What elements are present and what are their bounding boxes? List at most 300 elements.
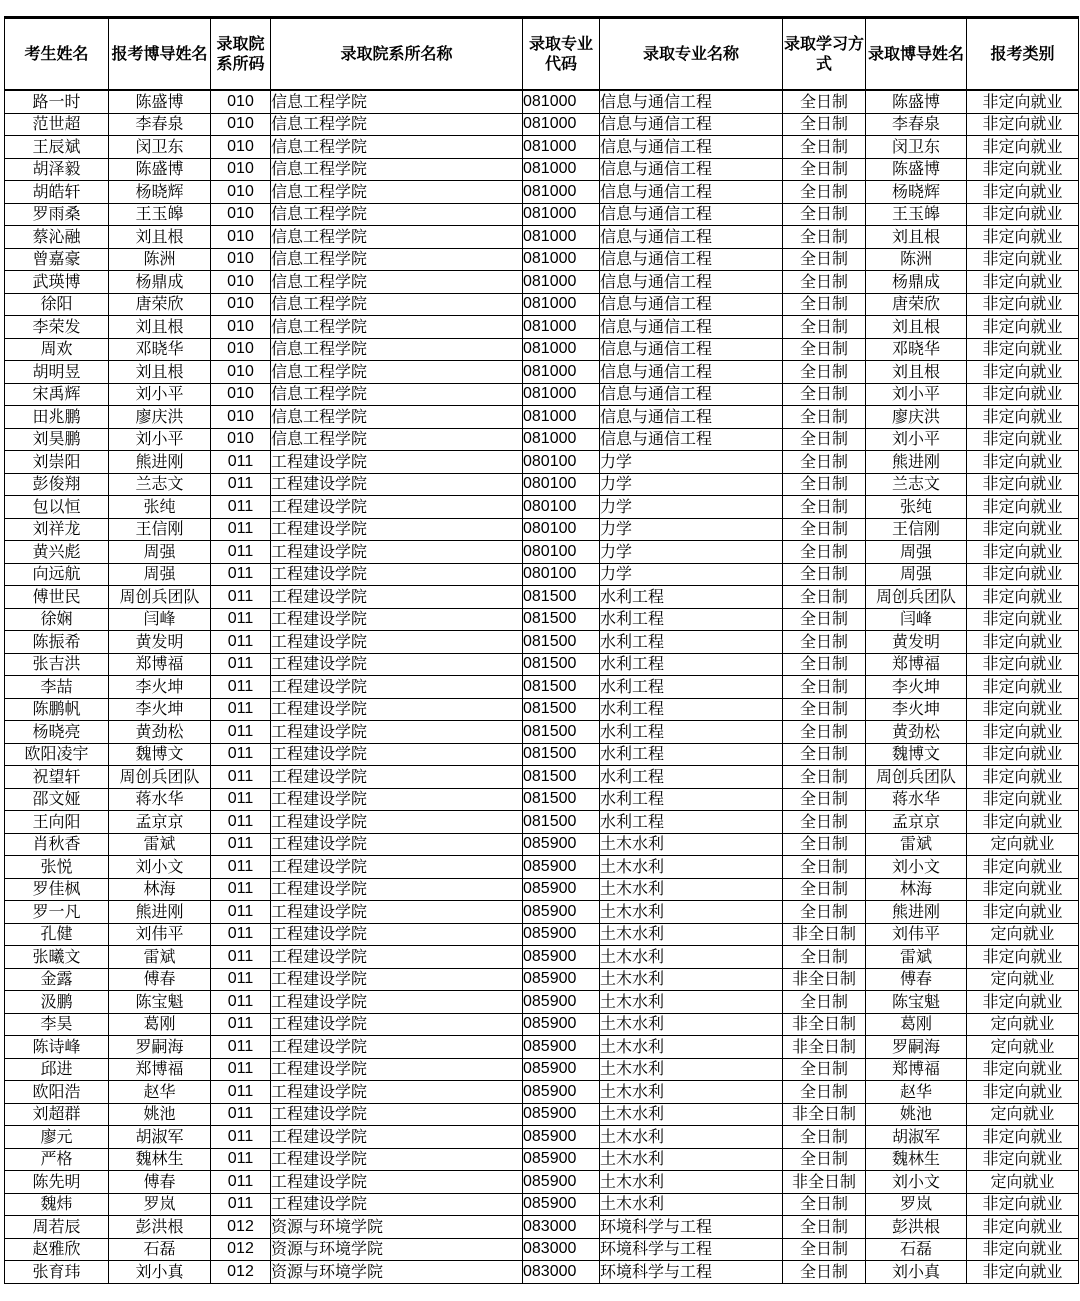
admitted-supervisor-cell: 刘且根 bbox=[866, 316, 967, 339]
table-row bbox=[5, 721, 1079, 744]
major-name-cell: 土木水利 bbox=[600, 923, 783, 946]
category-cell: 非定向就业 bbox=[967, 451, 1079, 474]
study-mode-cell: 全日制 bbox=[783, 473, 866, 496]
major-name-cell: 水利工程 bbox=[600, 743, 783, 766]
dept-name-cell: 工程建设学院 bbox=[271, 991, 523, 1014]
header-cell: 录取院系所码 bbox=[211, 18, 271, 91]
student-name-cell: 廖元 bbox=[5, 1126, 109, 1149]
dept-code-cell: 011 bbox=[211, 473, 271, 496]
applied-supervisor-cell: 刘小文 bbox=[109, 856, 211, 879]
category-cell: 非定向就业 bbox=[967, 698, 1079, 721]
major-name-cell: 水利工程 bbox=[600, 653, 783, 676]
major-code-cell: 080100 bbox=[523, 563, 600, 586]
dept-code-cell: 011 bbox=[211, 811, 271, 834]
table-row bbox=[5, 293, 1079, 316]
category-cell: 非定向就业 bbox=[967, 1081, 1079, 1104]
admitted-supervisor-cell: 闵卫东 bbox=[866, 136, 967, 159]
applied-supervisor-cell: 刘伟平 bbox=[109, 923, 211, 946]
category-cell: 非定向就业 bbox=[967, 586, 1079, 609]
dept-code-cell: 010 bbox=[211, 113, 271, 136]
dept-name-cell: 信息工程学院 bbox=[271, 316, 523, 339]
dept-code-cell: 011 bbox=[211, 451, 271, 474]
study-mode-cell: 全日制 bbox=[783, 383, 866, 406]
table-row bbox=[5, 676, 1079, 699]
study-mode-cell: 非全日制 bbox=[783, 1036, 866, 1059]
applied-supervisor-cell: 赵华 bbox=[109, 1081, 211, 1104]
category-cell: 非定向就业 bbox=[967, 226, 1079, 249]
table-row bbox=[5, 788, 1079, 811]
major-name-cell: 水利工程 bbox=[600, 766, 783, 789]
major-code-cell: 080100 bbox=[523, 541, 600, 564]
major-code-cell: 081000 bbox=[523, 428, 600, 451]
student-name-cell: 张育玮 bbox=[5, 1261, 109, 1284]
major-name-cell: 信息与通信工程 bbox=[600, 136, 783, 159]
dept-code-cell: 011 bbox=[211, 1081, 271, 1104]
applied-supervisor-cell: 葛刚 bbox=[109, 1013, 211, 1036]
table-row bbox=[5, 113, 1079, 136]
applied-supervisor-cell: 彭洪根 bbox=[109, 1216, 211, 1239]
dept-code-cell: 011 bbox=[211, 676, 271, 699]
major-code-cell: 081000 bbox=[523, 361, 600, 384]
applied-supervisor-cell: 刘小真 bbox=[109, 1261, 211, 1284]
dept-code-cell: 011 bbox=[211, 991, 271, 1014]
dept-name-cell: 工程建设学院 bbox=[271, 473, 523, 496]
admitted-supervisor-cell: 刘小真 bbox=[866, 1261, 967, 1284]
table-row bbox=[5, 451, 1079, 474]
admitted-supervisor-cell: 王玉皞 bbox=[866, 203, 967, 226]
major-name-cell: 力学 bbox=[600, 541, 783, 564]
dept-code-cell: 011 bbox=[211, 743, 271, 766]
category-cell: 定向就业 bbox=[967, 833, 1079, 856]
major-name-cell: 信息与通信工程 bbox=[600, 428, 783, 451]
category-cell: 非定向就业 bbox=[967, 743, 1079, 766]
table-row bbox=[5, 1036, 1079, 1059]
table-row bbox=[5, 271, 1079, 294]
category-cell: 定向就业 bbox=[967, 1036, 1079, 1059]
major-code-cell: 085900 bbox=[523, 1103, 600, 1126]
dept-code-cell: 011 bbox=[211, 878, 271, 901]
major-code-cell: 081000 bbox=[523, 90, 600, 113]
student-name-cell: 蔡沁融 bbox=[5, 226, 109, 249]
applied-supervisor-cell: 刘且根 bbox=[109, 361, 211, 384]
study-mode-cell: 全日制 bbox=[783, 833, 866, 856]
dept-name-cell: 工程建设学院 bbox=[271, 541, 523, 564]
dept-code-cell: 010 bbox=[211, 338, 271, 361]
student-name-cell: 黄兴彪 bbox=[5, 541, 109, 564]
major-name-cell: 信息与通信工程 bbox=[600, 226, 783, 249]
applied-supervisor-cell: 罗嗣海 bbox=[109, 1036, 211, 1059]
applied-supervisor-cell: 郑博福 bbox=[109, 1058, 211, 1081]
dept-code-cell: 010 bbox=[211, 136, 271, 159]
major-code-cell: 081000 bbox=[523, 406, 600, 429]
admitted-supervisor-cell: 陈盛博 bbox=[866, 158, 967, 181]
student-name-cell: 李喆 bbox=[5, 676, 109, 699]
major-name-cell: 信息与通信工程 bbox=[600, 361, 783, 384]
dept-name-cell: 工程建设学院 bbox=[271, 743, 523, 766]
study-mode-cell: 全日制 bbox=[783, 541, 866, 564]
category-cell: 非定向就业 bbox=[967, 1126, 1079, 1149]
admitted-supervisor-cell: 邓晓华 bbox=[866, 338, 967, 361]
table-row bbox=[5, 248, 1079, 271]
category-cell: 非定向就业 bbox=[967, 766, 1079, 789]
study-mode-cell: 非全日制 bbox=[783, 1171, 866, 1194]
study-mode-cell: 全日制 bbox=[783, 608, 866, 631]
major-name-cell: 土木水利 bbox=[600, 1081, 783, 1104]
major-code-cell: 081500 bbox=[523, 676, 600, 699]
major-name-cell: 信息与通信工程 bbox=[600, 406, 783, 429]
major-name-cell: 水利工程 bbox=[600, 608, 783, 631]
student-name-cell: 陈鹏帆 bbox=[5, 698, 109, 721]
student-name-cell: 张悦 bbox=[5, 856, 109, 879]
admitted-supervisor-cell: 熊进刚 bbox=[866, 451, 967, 474]
student-name-cell: 刘昊鹏 bbox=[5, 428, 109, 451]
major-code-cell: 081000 bbox=[523, 248, 600, 271]
major-code-cell: 081500 bbox=[523, 653, 600, 676]
student-name-cell: 李荣发 bbox=[5, 316, 109, 339]
study-mode-cell: 全日制 bbox=[783, 698, 866, 721]
table-row bbox=[5, 631, 1079, 654]
study-mode-cell: 全日制 bbox=[783, 676, 866, 699]
admitted-supervisor-cell: 刘伟平 bbox=[866, 923, 967, 946]
major-code-cell: 085900 bbox=[523, 1171, 600, 1194]
major-code-cell: 081000 bbox=[523, 383, 600, 406]
header-cell: 录取学习方式 bbox=[783, 18, 866, 91]
major-code-cell: 081500 bbox=[523, 631, 600, 654]
category-cell: 非定向就业 bbox=[967, 608, 1079, 631]
dept-name-cell: 信息工程学院 bbox=[271, 338, 523, 361]
major-code-cell: 080100 bbox=[523, 496, 600, 519]
category-cell: 非定向就业 bbox=[967, 90, 1079, 113]
dept-name-cell: 信息工程学院 bbox=[271, 181, 523, 204]
major-name-cell: 土木水利 bbox=[600, 1058, 783, 1081]
student-name-cell: 罗佳枫 bbox=[5, 878, 109, 901]
table-row bbox=[5, 878, 1079, 901]
dept-code-cell: 010 bbox=[211, 361, 271, 384]
admitted-supervisor-cell: 王信刚 bbox=[866, 518, 967, 541]
major-code-cell: 085900 bbox=[523, 1126, 600, 1149]
dept-code-cell: 010 bbox=[211, 158, 271, 181]
admitted-supervisor-cell: 周创兵团队 bbox=[866, 766, 967, 789]
study-mode-cell: 全日制 bbox=[783, 293, 866, 316]
study-mode-cell: 全日制 bbox=[783, 811, 866, 834]
study-mode-cell: 全日制 bbox=[783, 1238, 866, 1261]
applied-supervisor-cell: 唐荣欣 bbox=[109, 293, 211, 316]
admitted-supervisor-cell: 葛刚 bbox=[866, 1013, 967, 1036]
major-name-cell: 土木水利 bbox=[600, 968, 783, 991]
applied-supervisor-cell: 傅春 bbox=[109, 1171, 211, 1194]
category-cell: 非定向就业 bbox=[967, 788, 1079, 811]
study-mode-cell: 全日制 bbox=[783, 856, 866, 879]
dept-code-cell: 010 bbox=[211, 428, 271, 451]
student-name-cell: 曾嘉豪 bbox=[5, 248, 109, 271]
major-name-cell: 信息与通信工程 bbox=[600, 338, 783, 361]
category-cell: 非定向就业 bbox=[967, 901, 1079, 924]
table-row bbox=[5, 1058, 1079, 1081]
major-code-cell: 085900 bbox=[523, 1081, 600, 1104]
major-code-cell: 085900 bbox=[523, 1013, 600, 1036]
applied-supervisor-cell: 姚池 bbox=[109, 1103, 211, 1126]
student-name-cell: 张吉洪 bbox=[5, 653, 109, 676]
dept-name-cell: 信息工程学院 bbox=[271, 158, 523, 181]
dept-name-cell: 信息工程学院 bbox=[271, 406, 523, 429]
table-row bbox=[5, 946, 1079, 969]
category-cell: 非定向就业 bbox=[967, 541, 1079, 564]
dept-code-cell: 011 bbox=[211, 901, 271, 924]
dept-code-cell: 011 bbox=[211, 1058, 271, 1081]
dept-code-cell: 010 bbox=[211, 271, 271, 294]
admitted-supervisor-cell: 黄发明 bbox=[866, 631, 967, 654]
student-name-cell: 周欢 bbox=[5, 338, 109, 361]
admitted-supervisor-cell: 李春泉 bbox=[866, 113, 967, 136]
dept-code-cell: 010 bbox=[211, 226, 271, 249]
dept-name-cell: 工程建设学院 bbox=[271, 1171, 523, 1194]
dept-name-cell: 工程建设学院 bbox=[271, 676, 523, 699]
admitted-supervisor-cell: 孟京京 bbox=[866, 811, 967, 834]
admitted-supervisor-cell: 杨晓辉 bbox=[866, 181, 967, 204]
student-name-cell: 罗雨桑 bbox=[5, 203, 109, 226]
dept-name-cell: 信息工程学院 bbox=[271, 248, 523, 271]
dept-code-cell: 011 bbox=[211, 968, 271, 991]
major-name-cell: 信息与通信工程 bbox=[600, 316, 783, 339]
table-row bbox=[5, 383, 1079, 406]
dept-name-cell: 信息工程学院 bbox=[271, 361, 523, 384]
applied-supervisor-cell: 傅春 bbox=[109, 968, 211, 991]
study-mode-cell: 全日制 bbox=[783, 226, 866, 249]
dept-code-cell: 010 bbox=[211, 181, 271, 204]
student-name-cell: 邵文娅 bbox=[5, 788, 109, 811]
table-row bbox=[5, 1013, 1079, 1036]
study-mode-cell: 全日制 bbox=[783, 1126, 866, 1149]
student-name-cell: 严格 bbox=[5, 1148, 109, 1171]
study-mode-cell: 全日制 bbox=[783, 248, 866, 271]
table-row bbox=[5, 766, 1079, 789]
admitted-supervisor-cell: 胡淑军 bbox=[866, 1126, 967, 1149]
student-name-cell: 刘祥龙 bbox=[5, 518, 109, 541]
applied-supervisor-cell: 黄劲松 bbox=[109, 721, 211, 744]
admissions-table bbox=[4, 16, 1079, 1284]
study-mode-cell: 全日制 bbox=[783, 901, 866, 924]
major-name-cell: 土木水利 bbox=[600, 901, 783, 924]
dept-code-cell: 012 bbox=[211, 1238, 271, 1261]
applied-supervisor-cell: 熊进刚 bbox=[109, 901, 211, 924]
dept-name-cell: 信息工程学院 bbox=[271, 113, 523, 136]
applied-supervisor-cell: 孟京京 bbox=[109, 811, 211, 834]
study-mode-cell: 全日制 bbox=[783, 496, 866, 519]
table-row bbox=[5, 158, 1079, 181]
major-name-cell: 水利工程 bbox=[600, 811, 783, 834]
applied-supervisor-cell: 魏博文 bbox=[109, 743, 211, 766]
major-name-cell: 信息与通信工程 bbox=[600, 113, 783, 136]
study-mode-cell: 全日制 bbox=[783, 878, 866, 901]
dept-name-cell: 工程建设学院 bbox=[271, 878, 523, 901]
major-code-cell: 085900 bbox=[523, 1058, 600, 1081]
major-code-cell: 085900 bbox=[523, 901, 600, 924]
dept-code-cell: 011 bbox=[211, 1103, 271, 1126]
table-row bbox=[5, 1103, 1079, 1126]
major-name-cell: 力学 bbox=[600, 451, 783, 474]
admitted-supervisor-cell: 彭洪根 bbox=[866, 1216, 967, 1239]
student-name-cell: 邱进 bbox=[5, 1058, 109, 1081]
major-name-cell: 土木水利 bbox=[600, 1171, 783, 1194]
applied-supervisor-cell: 陈盛博 bbox=[109, 158, 211, 181]
applied-supervisor-cell: 兰志文 bbox=[109, 473, 211, 496]
major-name-cell: 水利工程 bbox=[600, 631, 783, 654]
table-row bbox=[5, 518, 1079, 541]
student-name-cell: 向远航 bbox=[5, 563, 109, 586]
major-name-cell: 信息与通信工程 bbox=[600, 271, 783, 294]
study-mode-cell: 全日制 bbox=[783, 946, 866, 969]
dept-code-cell: 011 bbox=[211, 1171, 271, 1194]
dept-code-cell: 011 bbox=[211, 496, 271, 519]
major-code-cell: 085900 bbox=[523, 946, 600, 969]
major-name-cell: 水利工程 bbox=[600, 586, 783, 609]
dept-code-cell: 011 bbox=[211, 833, 271, 856]
major-code-cell: 085900 bbox=[523, 1036, 600, 1059]
applied-supervisor-cell: 蒋水华 bbox=[109, 788, 211, 811]
dept-code-cell: 011 bbox=[211, 856, 271, 879]
dept-name-cell: 工程建设学院 bbox=[271, 766, 523, 789]
category-cell: 非定向就业 bbox=[967, 338, 1079, 361]
applied-supervisor-cell: 李春泉 bbox=[109, 113, 211, 136]
major-name-cell: 土木水利 bbox=[600, 856, 783, 879]
student-name-cell: 祝望轩 bbox=[5, 766, 109, 789]
table-row bbox=[5, 90, 1079, 113]
study-mode-cell: 全日制 bbox=[783, 158, 866, 181]
dept-code-cell: 011 bbox=[211, 518, 271, 541]
table-row bbox=[5, 563, 1079, 586]
header-row bbox=[5, 18, 1079, 91]
table-row bbox=[5, 338, 1079, 361]
dept-name-cell: 工程建设学院 bbox=[271, 1013, 523, 1036]
major-code-cell: 085900 bbox=[523, 856, 600, 879]
applied-supervisor-cell: 闫峰 bbox=[109, 608, 211, 631]
dept-name-cell: 资源与环境学院 bbox=[271, 1216, 523, 1239]
study-mode-cell: 全日制 bbox=[783, 203, 866, 226]
admitted-supervisor-cell: 周强 bbox=[866, 563, 967, 586]
dept-name-cell: 工程建设学院 bbox=[271, 923, 523, 946]
category-cell: 非定向就业 bbox=[967, 113, 1079, 136]
admitted-supervisor-cell: 刘小平 bbox=[866, 428, 967, 451]
table-row bbox=[5, 901, 1079, 924]
dept-name-cell: 工程建设学院 bbox=[271, 788, 523, 811]
applied-supervisor-cell: 周强 bbox=[109, 563, 211, 586]
student-name-cell: 张曦文 bbox=[5, 946, 109, 969]
student-name-cell: 傅世民 bbox=[5, 586, 109, 609]
major-name-cell: 水利工程 bbox=[600, 788, 783, 811]
category-cell: 非定向就业 bbox=[967, 1148, 1079, 1171]
major-name-cell: 信息与通信工程 bbox=[600, 293, 783, 316]
dept-code-cell: 010 bbox=[211, 316, 271, 339]
category-cell: 非定向就业 bbox=[967, 518, 1079, 541]
dept-name-cell: 信息工程学院 bbox=[271, 203, 523, 226]
dept-name-cell: 资源与环境学院 bbox=[271, 1261, 523, 1284]
study-mode-cell: 全日制 bbox=[783, 406, 866, 429]
category-cell: 非定向就业 bbox=[967, 181, 1079, 204]
dept-code-cell: 011 bbox=[211, 946, 271, 969]
dept-name-cell: 工程建设学院 bbox=[271, 451, 523, 474]
dept-name-cell: 工程建设学院 bbox=[271, 631, 523, 654]
study-mode-cell: 全日制 bbox=[783, 563, 866, 586]
dept-name-cell: 工程建设学院 bbox=[271, 1081, 523, 1104]
study-mode-cell: 非全日制 bbox=[783, 968, 866, 991]
admitted-supervisor-cell: 杨鼎成 bbox=[866, 271, 967, 294]
study-mode-cell: 全日制 bbox=[783, 1058, 866, 1081]
category-cell: 非定向就业 bbox=[967, 856, 1079, 879]
applied-supervisor-cell: 黄发明 bbox=[109, 631, 211, 654]
student-name-cell: 欧阳凌宇 bbox=[5, 743, 109, 766]
major-name-cell: 信息与通信工程 bbox=[600, 90, 783, 113]
dept-name-cell: 工程建设学院 bbox=[271, 1103, 523, 1126]
dept-name-cell: 工程建设学院 bbox=[271, 721, 523, 744]
category-cell: 非定向就业 bbox=[967, 653, 1079, 676]
major-name-cell: 信息与通信工程 bbox=[600, 181, 783, 204]
major-code-cell: 081500 bbox=[523, 608, 600, 631]
major-name-cell: 环境科学与工程 bbox=[600, 1216, 783, 1239]
category-cell: 非定向就业 bbox=[967, 473, 1079, 496]
dept-name-cell: 工程建设学院 bbox=[271, 1036, 523, 1059]
admitted-supervisor-cell: 林海 bbox=[866, 878, 967, 901]
category-cell: 非定向就业 bbox=[967, 293, 1079, 316]
admitted-supervisor-cell: 赵华 bbox=[866, 1081, 967, 1104]
dept-name-cell: 工程建设学院 bbox=[271, 833, 523, 856]
applied-supervisor-cell: 王玉皞 bbox=[109, 203, 211, 226]
applied-supervisor-cell: 魏林生 bbox=[109, 1148, 211, 1171]
major-name-cell: 信息与通信工程 bbox=[600, 158, 783, 181]
applied-supervisor-cell: 林海 bbox=[109, 878, 211, 901]
student-name-cell: 杨晓亮 bbox=[5, 721, 109, 744]
table-row bbox=[5, 136, 1079, 159]
student-name-cell: 徐娴 bbox=[5, 608, 109, 631]
table-row bbox=[5, 316, 1079, 339]
admitted-supervisor-cell: 罗嗣海 bbox=[866, 1036, 967, 1059]
category-cell: 非定向就业 bbox=[967, 248, 1079, 271]
study-mode-cell: 全日制 bbox=[783, 653, 866, 676]
major-name-cell: 土木水利 bbox=[600, 991, 783, 1014]
study-mode-cell: 全日制 bbox=[783, 721, 866, 744]
dept-code-cell: 011 bbox=[211, 1148, 271, 1171]
applied-supervisor-cell: 熊进刚 bbox=[109, 451, 211, 474]
category-cell: 定向就业 bbox=[967, 1171, 1079, 1194]
admitted-supervisor-cell: 张纯 bbox=[866, 496, 967, 519]
dept-code-cell: 011 bbox=[211, 698, 271, 721]
table-row bbox=[5, 811, 1079, 834]
major-name-cell: 力学 bbox=[600, 496, 783, 519]
major-code-cell: 081000 bbox=[523, 226, 600, 249]
study-mode-cell: 全日制 bbox=[783, 1193, 866, 1216]
applied-supervisor-cell: 杨鼎成 bbox=[109, 271, 211, 294]
dept-name-cell: 工程建设学院 bbox=[271, 968, 523, 991]
major-name-cell: 水利工程 bbox=[600, 721, 783, 744]
table-row bbox=[5, 361, 1079, 384]
student-name-cell: 王辰斌 bbox=[5, 136, 109, 159]
major-name-cell: 力学 bbox=[600, 473, 783, 496]
major-code-cell: 085900 bbox=[523, 923, 600, 946]
study-mode-cell: 全日制 bbox=[783, 1216, 866, 1239]
admitted-supervisor-cell: 陈宝魁 bbox=[866, 991, 967, 1014]
study-mode-cell: 全日制 bbox=[783, 90, 866, 113]
study-mode-cell: 非全日制 bbox=[783, 1013, 866, 1036]
student-name-cell: 赵雅欣 bbox=[5, 1238, 109, 1261]
applied-supervisor-cell: 罗岚 bbox=[109, 1193, 211, 1216]
table-row bbox=[5, 743, 1079, 766]
study-mode-cell: 全日制 bbox=[783, 113, 866, 136]
study-mode-cell: 全日制 bbox=[783, 1148, 866, 1171]
applied-supervisor-cell: 杨晓辉 bbox=[109, 181, 211, 204]
admitted-supervisor-cell: 雷斌 bbox=[866, 946, 967, 969]
category-cell: 非定向就业 bbox=[967, 878, 1079, 901]
study-mode-cell: 非全日制 bbox=[783, 923, 866, 946]
category-cell: 非定向就业 bbox=[967, 158, 1079, 181]
